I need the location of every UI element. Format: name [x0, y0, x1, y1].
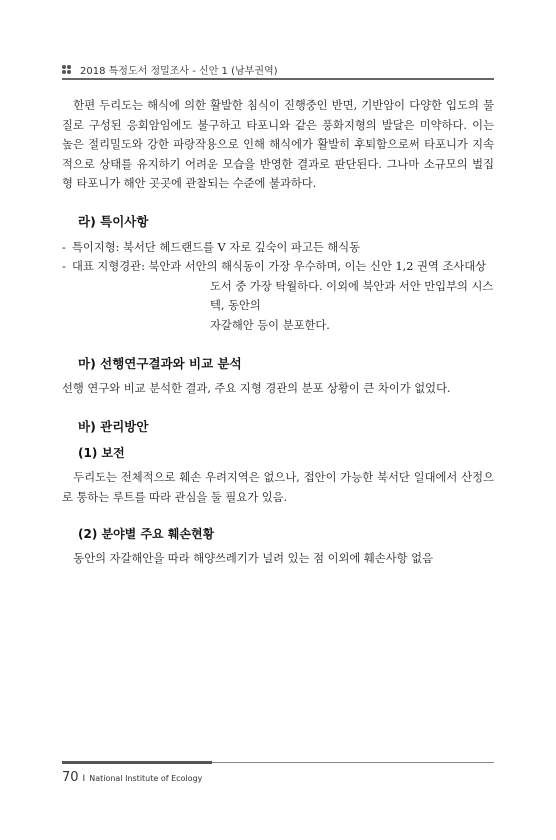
list-item-continuation: 도서 중 가장 탁월하다. 이외에 북안과 서안 만입부의 시스텍, 동안의 자갈해안 등이 분포한다.	[210, 279, 494, 332]
section-ba-heading: 바) 관리방안	[78, 418, 149, 434]
footer-separator: I	[82, 774, 86, 784]
conservation-paragraph: 두리도는 전체적으로 훼손 우려지역은 없으나, 접안이 가능한 북서단 일대에서 산정으로 통하는 루트를 따라 관심을 둘 필요가 있음.	[62, 470, 494, 504]
running-header	[62, 62, 494, 77]
damage-paragraph: 동안의 자갈해안을 따라 해양쓰레기가 널려 있는 점 이외에 훼손사항 없음	[73, 551, 434, 565]
intro-paragraph: 한편 두리도는 해식에 의한 활발한 침식이 진행중인 반면, 기반암이 다양한 입도의 물질로 구성된 응회암임에도 불구하고 타포니와 같은 풍화지형의 발달은 미약하다. 이는 높은 절리밀도와 강한 파랑작용으로 인해 해식에가 활발히 후퇴함으로써 타포니가 지속적으로 상태를 유지하기 어려운 모습을 반영한 결과로 판단된다. 그나마 소규모의 벌집형 타포니가 해안 곳곳에 관찰되는 수준에 불과하다.	[62, 99, 494, 191]
header-rule	[62, 78, 494, 80]
page-footer	[62, 770, 202, 785]
institution-name: National Institute of Ecology	[89, 774, 203, 783]
list-item-representative-landscape: - 대표 지형경관: 북안과 서안의 해식동이 가장 우수하며, 이는 신안 1,2 권역 조사대상	[62, 257, 494, 277]
subsection-conservation-heading: (1) 보전	[78, 446, 125, 461]
list-item-special-landform: - 특이지형: 북서단 헤드랜드를 V 자로 깊숙이 파고든 해식동	[62, 238, 494, 258]
footer-rule	[62, 762, 494, 763]
section-ma-heading: 마) 선행연구결과와 비교 분석	[78, 355, 242, 371]
subsection-damage-heading: (2) 분야별 주요 훼손현황	[78, 527, 215, 542]
page-content	[62, 96, 494, 568]
special-features-list	[62, 238, 494, 277]
section-ra-heading: 라) 특이사항	[78, 213, 149, 229]
comparison-paragraph: 선행 연구와 비교 분석한 결과, 주요 지형 경관의 분포 상황이 큰 차이가 없었다.	[62, 382, 451, 396]
page-number: 70	[62, 770, 79, 785]
header-title: 2018 특정도서 정밀조사 - 신안 1 (남부권역)	[80, 66, 278, 77]
header-dots-icon	[62, 65, 74, 75]
